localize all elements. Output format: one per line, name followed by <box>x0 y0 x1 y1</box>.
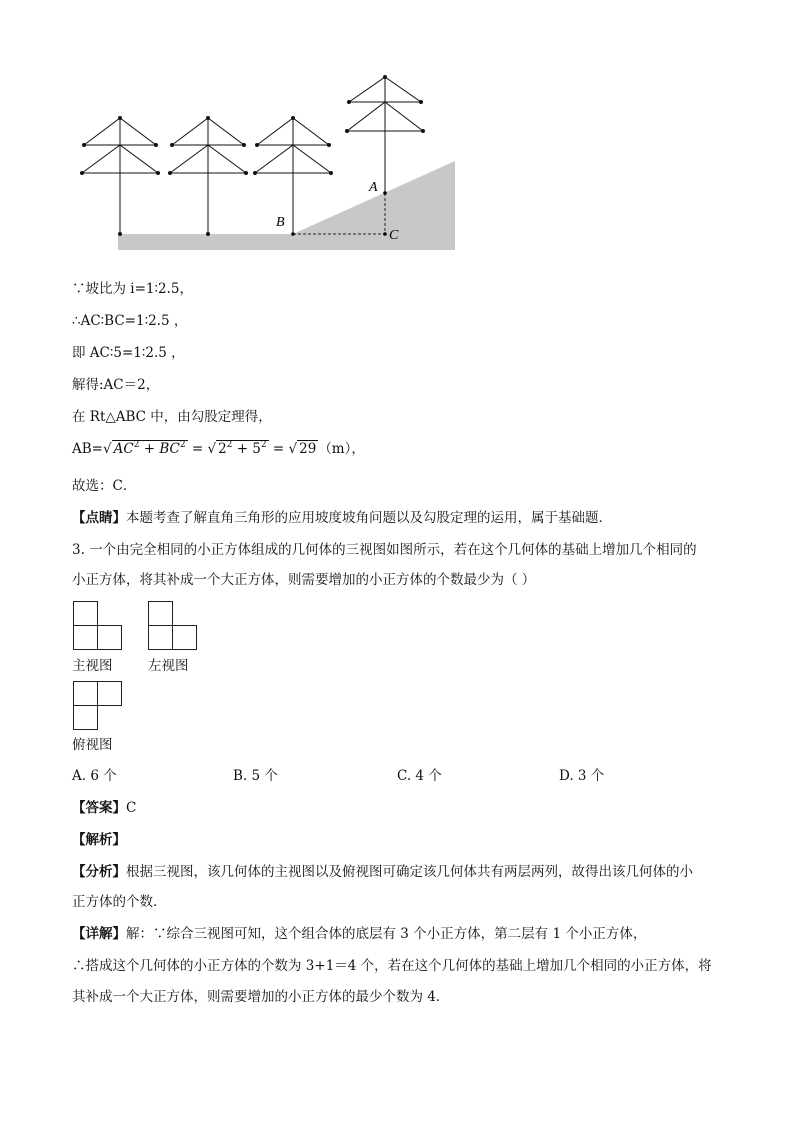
solution-choice-line: 故选：C． <box>72 478 137 494</box>
xiangjie-tag: 【详解】 <box>72 926 126 942</box>
ab-prefix: AB= <box>72 441 103 457</box>
solution-line-3: 即 AC∶5=1∶2.5 ， <box>72 345 185 361</box>
front-view-drawing <box>74 602 122 650</box>
q3-number: 3. <box>72 542 85 558</box>
dianjing-tag: 【点睛】 <box>72 510 126 526</box>
tree-3 <box>254 117 333 235</box>
top-view-label: 俯视图 <box>72 737 113 753</box>
tree-2 <box>169 117 248 236</box>
top-view-drawing <box>70 678 130 732</box>
fenxi-line-1 <box>72 860 693 880</box>
xiangjie-line-1 <box>72 922 646 942</box>
fenxi-tag: 【分析】 <box>72 864 126 880</box>
fenxi-text-1: 根据三视图，该几何体的主视图以及俯视图可确定该几何体共有两层两列，故得出该几何体的小 <box>126 864 693 880</box>
q3-stem-2: 小正方体，将其补成一个大正方体，则需要增加的小正方体的个数最少为（ ） <box>72 572 536 588</box>
three-view-front-left <box>70 598 210 652</box>
label-b: B <box>276 215 285 230</box>
answer-line <box>72 796 136 816</box>
left-view-drawing <box>149 602 197 650</box>
q3-stem-line-1 <box>72 538 697 558</box>
solution-line-2: ∴AC∶BC=1∶2.5 ， <box>72 313 188 329</box>
dianjing-text: 本题考查了解直角三角形的应用坡度坡角问题以及勾股定理的运用，属于基础题． <box>126 510 612 526</box>
xiangjie-line-3: 其补成一个大正方体，则需要增加的小正方体的最少个数为 4． <box>72 989 450 1005</box>
ab-formula-line <box>72 437 365 457</box>
fenxi-line-2: 正方体的个数． <box>72 894 167 910</box>
jiexi-tag: 【解析】 <box>72 832 126 848</box>
ab-formula: √ $AC^2 + BC^2$ = √ $2^2 + 5^2$ = √ 29 <box>102 440 317 457</box>
option-c: C. 4 个 <box>397 768 442 784</box>
solution-line-5: 在 Rt△ABC 中，由勾股定理得， <box>72 409 272 425</box>
solution-line-1: ∵坡比为 i=1∶2.5， <box>72 281 193 297</box>
ab-unit: （m）， <box>318 441 365 457</box>
dianjing-line <box>72 506 612 526</box>
label-a: A <box>369 180 378 195</box>
left-view-label: 左视图 <box>148 658 189 674</box>
xiangjie-text-1: 解：∵综合三视图可知，这个组合体的底层有 3 个小正方体，第二层有 1 个小正方体， <box>126 926 647 942</box>
answer-value: C <box>126 800 137 816</box>
slope-trees-figure <box>0 0 794 260</box>
option-a: A. 6 个 <box>72 768 117 784</box>
tree-1 <box>81 117 160 236</box>
label-c: C <box>389 228 399 243</box>
solution-line-4: 解得:AC＝2， <box>72 377 160 393</box>
tree-4 <box>346 76 425 194</box>
xiangjie-line-2: ∴搭成这个几何体的小正方体的个数为 3+1＝4 个，若在这个几何体的基础上增加几个相同的小正方体，将 <box>72 958 712 974</box>
front-view-label: 主视图 <box>72 658 113 674</box>
option-d: D. 3 个 <box>559 768 605 784</box>
answer-tag: 【答案】 <box>72 800 126 816</box>
q3-stem-1: 一个由完全相同的小正方体组成的几何体的三视图如图所示，若在这个几何体的基础上增加几个相同的 <box>89 542 697 558</box>
point-c <box>383 232 387 236</box>
option-b: B. 5 个 <box>233 768 278 784</box>
